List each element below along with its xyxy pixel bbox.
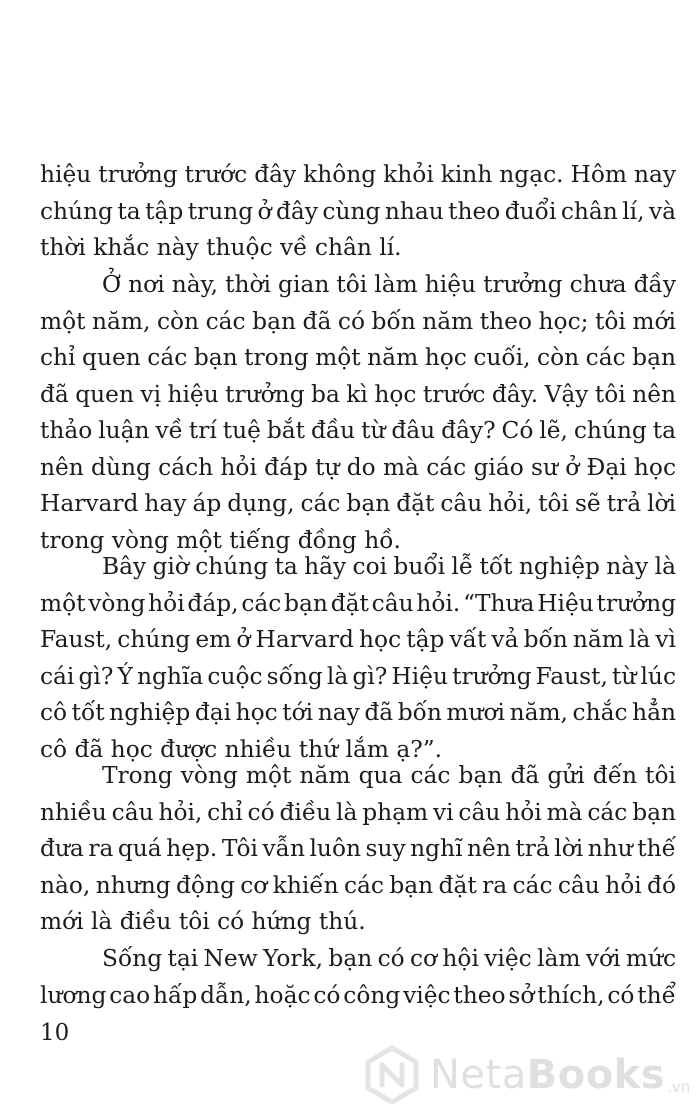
- text-line: Faust, chúng em ở Harvard học tập vất vả bốn năm là vì: [40, 626, 676, 653]
- text-line: thời khắc này thuộc về chân lí.: [40, 234, 402, 261]
- text-line: đưa ra quá hẹp. Tôi vẫn luôn suy nghĩ nên trả lời như thế: [40, 835, 676, 862]
- text-line: lương cao hấp dẫn, hoặc có công việc theo sở thích, có thể: [40, 981, 676, 1009]
- text-line: Bây giờ chúng ta hãy coi buổi lễ tốt nghiệp này là: [102, 553, 676, 580]
- watermark-brand: [430, 1045, 665, 1105]
- netabooks-logo-icon: [362, 1045, 422, 1105]
- text-line: Ở nơi này, thời gian tôi làm hiệu trưởng chưa đầy: [102, 271, 676, 298]
- text-line: nhiều câu hỏi, chỉ có điều là phạm vi câu hỏi mà các bạn: [40, 798, 676, 826]
- text-line: cô tốt nghiệp đại học tới nay đã bốn mươi năm, chắc hẳn: [40, 699, 676, 726]
- text-line: hiệu trưởng trước đây không khỏi kinh ngạc. Hôm nay: [40, 161, 676, 188]
- text-line: thảo luận về trí tuệ bắt đầu từ đâu đây? Có lẽ, chúng ta: [40, 417, 676, 444]
- text-line: cái gì? Ý nghĩa cuộc sống là gì? Hiệu trưởng Faust, từ lúc: [40, 662, 676, 690]
- text-line: một năm, còn các bạn đã có bốn năm theo học; tôi mới: [40, 307, 676, 335]
- text-line: một vòng hỏi đáp, các bạn đặt câu hỏi. “Thưa Hiệu trưởng: [40, 589, 676, 617]
- text-line: Harvard hay áp dụng, các bạn đặt câu hỏi, tôi sẽ trả lời: [40, 490, 676, 517]
- page-number: 10: [40, 1020, 70, 1046]
- text-line: Trong vòng một năm qua các bạn đã gửi đến tôi: [102, 762, 676, 789]
- text-line: cô đã học được nhiều thứ lắm ạ?”.: [40, 735, 443, 763]
- watermark-domain-suffix: .vn: [667, 1078, 691, 1096]
- watermark-brand-bold: Books: [526, 1052, 666, 1098]
- watermark-brand-light: Neta: [430, 1052, 527, 1098]
- text-line: chỉ quen các bạn trong một năm học cuối, còn các bạn: [40, 344, 676, 371]
- text-line: mới là điều tôi có hứng thú.: [40, 908, 366, 935]
- paragraph-4: [40, 758, 676, 941]
- text-line: đã quen vị hiệu trưởng ba kì học trước đây. Vậy tôi nên: [40, 380, 676, 408]
- paragraph-1: [40, 157, 676, 267]
- text-line: Sống tại New York, bạn có cơ hội việc làm với mức: [102, 945, 676, 972]
- paragraph-5: [40, 941, 676, 1014]
- text-line: chúng ta tập trung ở đây cùng nhau theo đuổi chân lí, và: [40, 197, 676, 225]
- text-line: nào, nhưng động cơ khiến các bạn đặt ra các câu hỏi đó: [40, 871, 676, 899]
- text-line: trong vòng một tiếng đồng hồ.: [40, 526, 401, 554]
- text-line: nên dùng cách hỏi đáp tự do mà các giáo sư ở Đại học: [40, 453, 676, 481]
- paragraph-2: [40, 267, 676, 559]
- watermark: [362, 1040, 692, 1110]
- paragraph-3: [40, 549, 676, 768]
